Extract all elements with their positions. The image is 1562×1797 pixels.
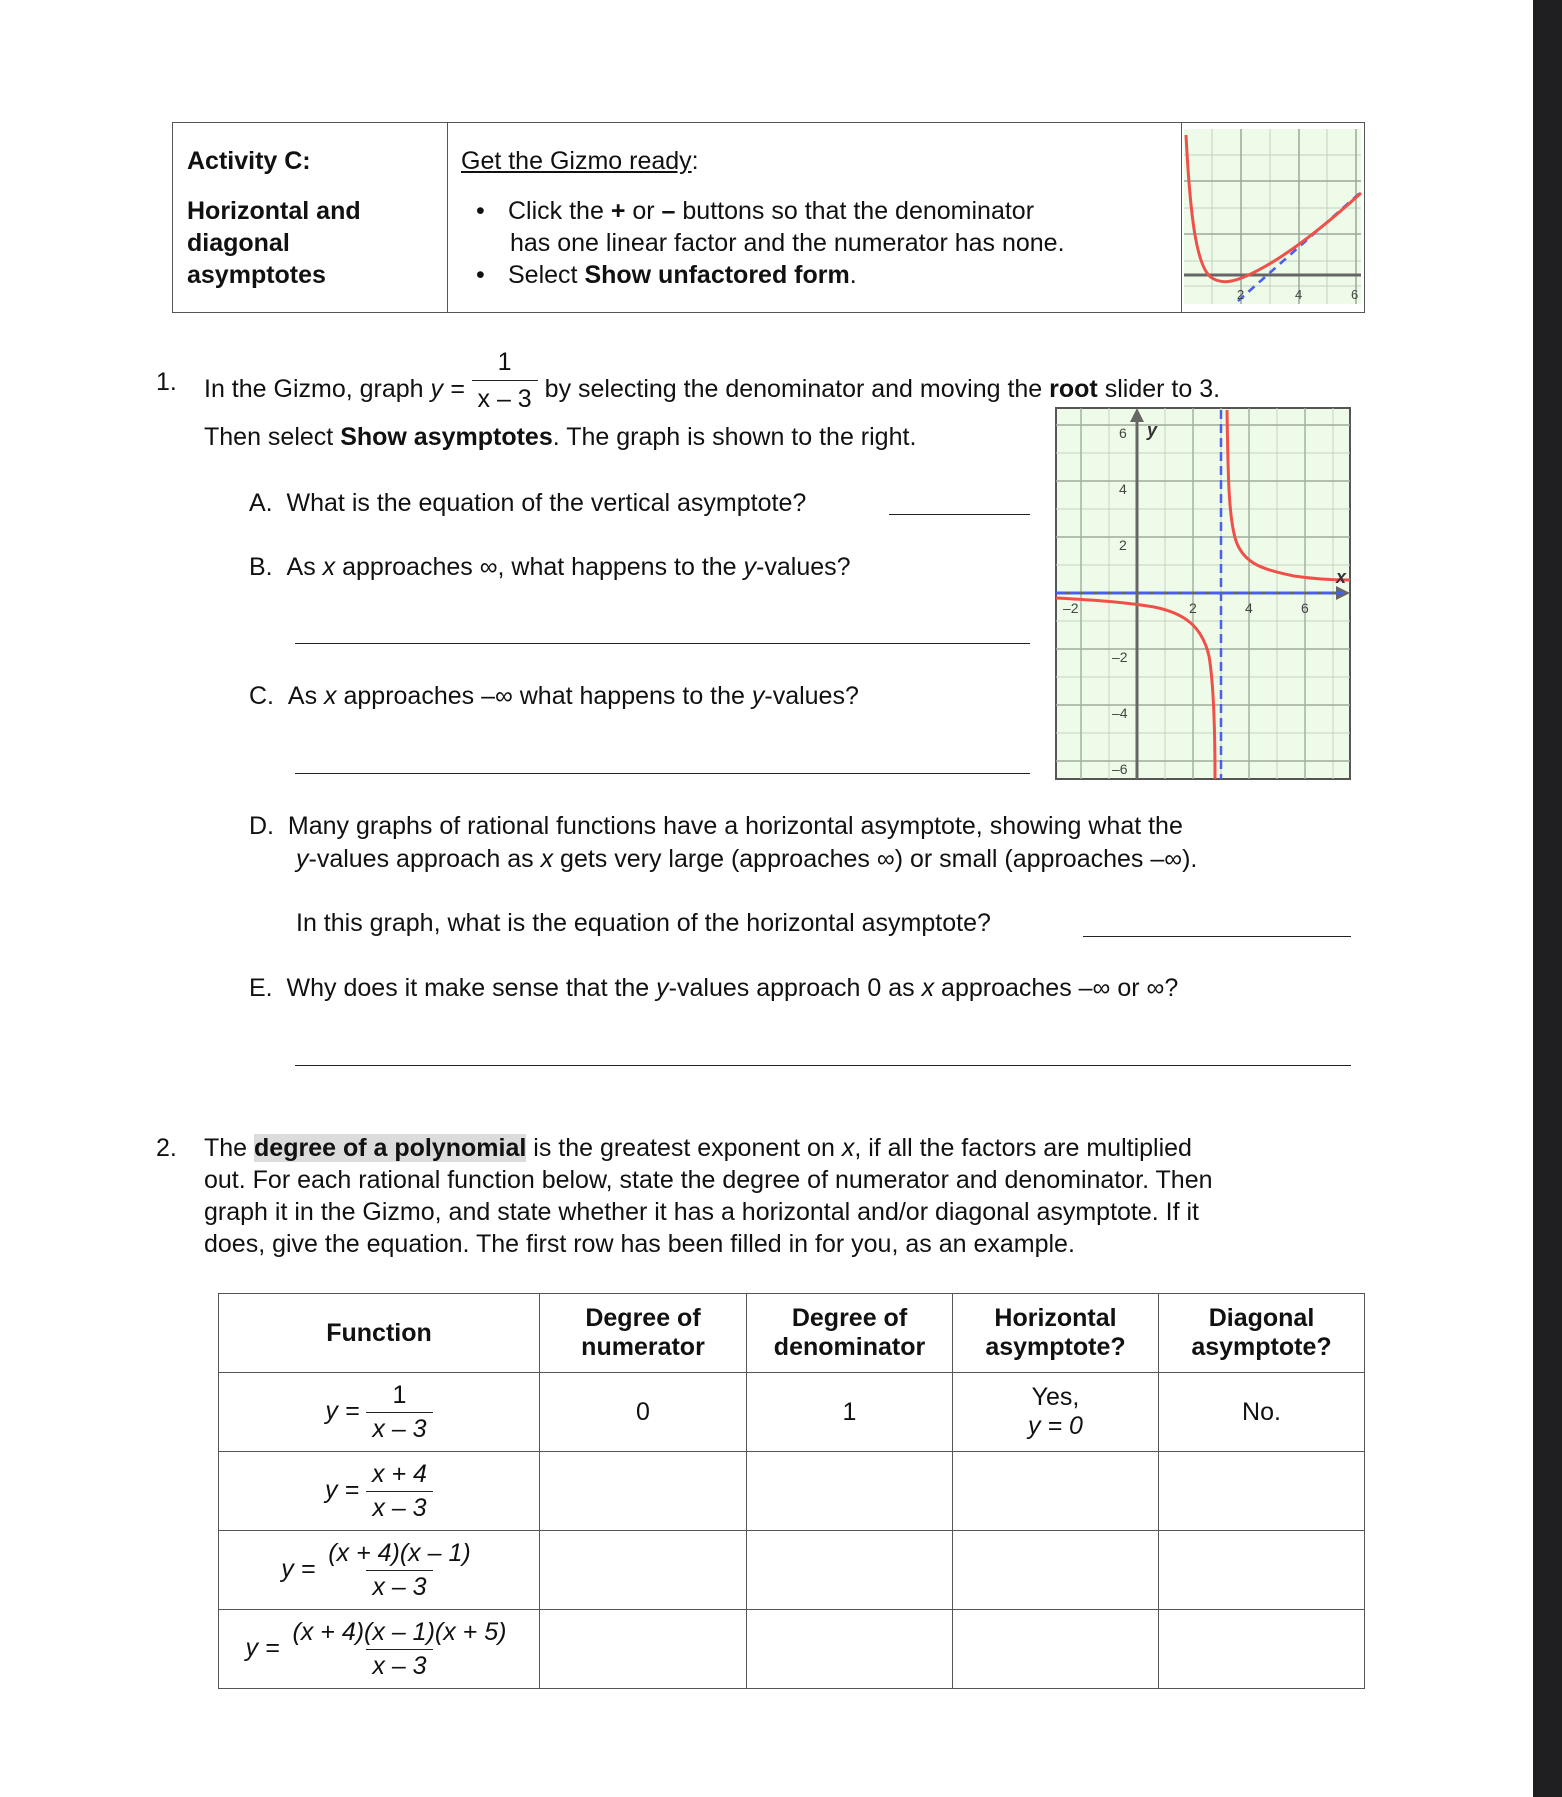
q1-fraction: $\frac{1}{x - 3}$ [472, 346, 538, 415]
thumbnail-graph [1182, 123, 1363, 311]
svg-text:–2: –2 [1112, 649, 1128, 665]
asymptote-graph [1054, 406, 1352, 781]
function-fraction: $\frac{(x + 4)(x - 1)(x + 5)}{x - 3}$ [292, 1617, 507, 1680]
q1-line2: Then select Show asymptotes. The graph is shown to the right. [204, 423, 917, 451]
table-row [219, 1531, 1365, 1610]
diagonal-asymptote-cell[interactable]: No. [1159, 1373, 1365, 1452]
activity-title-line2: diagonal [187, 229, 290, 257]
function-fraction: $\frac{1}{x - 3}$ [366, 1381, 432, 1444]
degree-numerator-cell[interactable] [540, 1452, 747, 1531]
svg-text:2: 2 [1119, 537, 1127, 553]
answer-blank-a[interactable] [889, 514, 1030, 515]
q1-part-d-question: In this graph, what is the equation of the horizontal asymptote? [296, 909, 991, 937]
activity-title-line1: Horizontal and [187, 197, 361, 225]
svg-text:6: 6 [1301, 600, 1309, 616]
highlighted-term: degree of a polynomial [254, 1134, 527, 1162]
svg-text:4: 4 [1119, 481, 1127, 497]
activity-title-line3: asymptotes [187, 261, 326, 289]
q1-intro: In the Gizmo, graph y = $\frac{1}{x - 3}$ by selecting the denominator and moving the root slider to 3. [204, 348, 1221, 413]
setup-bullet-1-line2: has one linear factor and the numerator has none. [510, 229, 1065, 257]
function-fraction: $\frac{(x + 4)(x - 1)}{x - 3}$ [328, 1538, 471, 1601]
svg-text:4: 4 [1245, 600, 1253, 616]
diagonal-asymptote-cell[interactable] [1159, 1531, 1365, 1610]
degree-denominator-cell[interactable] [747, 1452, 953, 1531]
activity-setup-cell [448, 123, 1182, 312]
bullet-dot: • [476, 261, 485, 289]
degree-table [218, 1293, 1365, 1689]
svg-text:x: x [1336, 567, 1347, 587]
degree-numerator-cell[interactable]: 0 [540, 1373, 747, 1452]
function-fraction: $\frac{x + 4}{x - 3}$ [366, 1460, 433, 1523]
table-row [219, 1610, 1365, 1689]
header-diagonal-asymptote: Diagonal asymptote? [1159, 1294, 1365, 1373]
table-row [219, 1452, 1365, 1531]
q2-number: 2. [156, 1134, 177, 1162]
degree-denominator-cell[interactable] [747, 1610, 953, 1689]
degree-denominator-cell[interactable]: 1 [747, 1373, 953, 1452]
q1-part-d-line2: y-values approach as x gets very large (approaches ∞) or small (approaches –∞). [296, 845, 1198, 873]
svg-text:–6: –6 [1112, 761, 1128, 777]
header-degree-denominator: Degree of denominator [747, 1294, 953, 1373]
q1-part-a: A. What is the equation of the vertical asymptote? [249, 489, 807, 517]
setup-heading: Get the Gizmo ready: [461, 147, 699, 175]
q1-number: 1. [156, 368, 177, 396]
function-cell: y = $\frac{(x + 4)(x - 1)}{x - 3}$ [219, 1531, 540, 1610]
function-cell: y = $\frac{(x + 4)(x - 1)(x + 5)}{x - 3}$ [219, 1610, 540, 1689]
horizontal-asymptote-cell[interactable] [953, 1531, 1159, 1610]
header-degree-numerator: Degree of numerator [540, 1294, 747, 1373]
q1-part-d-line1: D. Many graphs of rational functions have a horizontal asymptote, showing what the [249, 812, 1183, 840]
activity-title-cell [173, 123, 448, 312]
q2-line1: The degree of a polynomial is the greatest exponent on x, if all the factors are multiplied [204, 1134, 1192, 1162]
answer-blank-b[interactable] [295, 643, 1030, 644]
svg-text:6: 6 [1119, 425, 1127, 441]
degree-denominator-cell[interactable] [747, 1531, 953, 1610]
horizontal-asymptote-cell[interactable] [953, 1610, 1159, 1689]
answer-blank-d[interactable] [1083, 936, 1351, 937]
bullet-dot: • [476, 197, 485, 225]
activity-label: Activity C: [187, 147, 311, 175]
q1-part-b: B. As x approaches ∞, what happens to the y-values? [249, 553, 851, 581]
q2-line3: graph it in the Gizmo, and state whether it has a horizontal and/or diagonal asymptote. If it [204, 1198, 1200, 1226]
svg-text:–2: –2 [1063, 600, 1079, 616]
thumbnail-graph-cell [1182, 123, 1363, 312]
svg-text:2: 2 [1237, 287, 1245, 302]
q2-line4: does, give the equation. The first row has been filled in for you, as an example. [204, 1230, 1075, 1258]
side-scrollbar-area [1533, 0, 1562, 1797]
function-cell: y = $\frac{x + 4}{x - 3}$ [219, 1452, 540, 1531]
q1-part-e: E. Why does it make sense that the y-values approach 0 as x approaches –∞ or ∞? [249, 974, 1179, 1002]
svg-text:2: 2 [1189, 600, 1197, 616]
setup-bullet-2: • Select Show unfactored form. [476, 261, 857, 289]
q1-part-c: C. As x approaches –∞ what happens to the y-values? [249, 682, 859, 710]
setup-bullet-1: • Click the + or – buttons so that the denominator [476, 197, 1035, 225]
svg-text:y: y [1147, 420, 1158, 440]
answer-blank-c[interactable] [295, 773, 1030, 774]
table-header-row [219, 1294, 1365, 1373]
table-row [219, 1373, 1365, 1452]
degree-numerator-cell[interactable] [540, 1531, 747, 1610]
function-cell: y = $\frac{1}{x - 3}$ [219, 1373, 540, 1452]
horizontal-asymptote-cell[interactable]: Yes, y = 0 [953, 1373, 1159, 1452]
diagonal-asymptote-cell[interactable] [1159, 1610, 1365, 1689]
svg-text:–4: –4 [1112, 705, 1128, 721]
header-function: Function [219, 1294, 540, 1373]
header-horizontal-asymptote: Horizontal asymptote? [953, 1294, 1159, 1373]
horizontal-asymptote-cell[interactable] [953, 1452, 1159, 1531]
answer-blank-e[interactable] [295, 1065, 1351, 1066]
svg-text:4: 4 [1295, 287, 1303, 302]
q2-line2: out. For each rational function below, state the degree of numerator and denominator. Then [204, 1166, 1213, 1194]
svg-text:6: 6 [1351, 287, 1359, 302]
activity-header-table [172, 122, 1365, 313]
degree-numerator-cell[interactable] [540, 1610, 747, 1689]
diagonal-asymptote-cell[interactable] [1159, 1452, 1365, 1531]
